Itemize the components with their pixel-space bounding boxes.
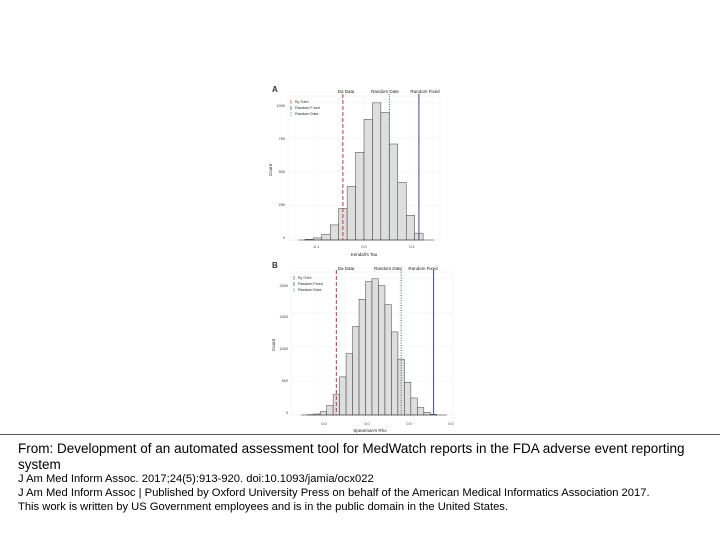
histogram-bar bbox=[398, 182, 406, 240]
caption-title: From: Development of an automated assessment tool for MedWatch reports in the FDA adverse event reporting system bbox=[18, 441, 685, 472]
y-axis-label: Count bbox=[271, 338, 276, 352]
panel-letter: A bbox=[272, 85, 278, 94]
caption-divider bbox=[0, 434, 720, 435]
line-label-random-date: Random Date bbox=[374, 266, 402, 271]
line-label-random-date: Random Date bbox=[371, 89, 399, 94]
histogram-bar bbox=[353, 326, 359, 415]
histogram-bar bbox=[320, 412, 326, 415]
histogram-bar bbox=[327, 405, 333, 415]
y-axis-label: Count bbox=[268, 163, 273, 177]
x-tick-label: 0.0 bbox=[361, 245, 367, 249]
legend-label-by-data: By Data bbox=[295, 100, 309, 104]
legend-label-random-date: Random Date bbox=[298, 288, 322, 292]
y-tick-label: 750 bbox=[278, 137, 285, 141]
histogram-bar bbox=[347, 187, 355, 240]
histogram-bar bbox=[340, 377, 346, 415]
histogram-bar bbox=[381, 112, 389, 240]
x-axis-label: Kendall's Tau bbox=[350, 252, 378, 257]
histogram-bar bbox=[356, 152, 364, 240]
histogram-bar bbox=[406, 215, 414, 240]
histogram-bar bbox=[359, 299, 365, 415]
line-label-random-fixed: Random Fixed bbox=[408, 266, 438, 271]
x-tick-label: 0.0 bbox=[448, 422, 454, 426]
caption-copyright-2: This work is written by US Government employees and is in the public domain in the United States. bbox=[18, 501, 508, 513]
histogram-bar bbox=[389, 144, 397, 240]
histogram-bar bbox=[372, 103, 380, 240]
histogram-bar bbox=[391, 332, 397, 415]
y-tick-label: 2000 bbox=[279, 284, 288, 288]
y-tick-label: 500 bbox=[278, 170, 285, 174]
histogram-bar bbox=[330, 225, 338, 240]
histogram-bar bbox=[313, 238, 321, 240]
histogram-bar bbox=[372, 279, 378, 415]
line-label-by-data: Da Data bbox=[337, 89, 355, 94]
x-tick-label: 0.1 bbox=[409, 245, 415, 249]
caption-citation: J Am Med Inform Assoc. 2017;24(5):913-920. doi:10.1093/jamia/ocx022 bbox=[18, 473, 374, 485]
line-label-random-fixed: Random Fixed bbox=[410, 89, 440, 94]
y-tick-label: 0 bbox=[285, 411, 288, 415]
histogram-bar bbox=[378, 286, 384, 415]
y-tick-label: 500 bbox=[281, 379, 288, 383]
legend-label-random-date: Random Date bbox=[295, 112, 319, 116]
histogram-bar bbox=[322, 235, 330, 240]
legend-label-random-fixed: Random Fixed bbox=[298, 282, 323, 286]
y-tick-label: 0 bbox=[282, 236, 285, 240]
y-tick-label: 1000 bbox=[279, 347, 288, 351]
line-label-by-data: Da Data bbox=[337, 266, 355, 271]
x-tick-label: -0.1 bbox=[312, 245, 320, 249]
panel-a bbox=[268, 85, 440, 257]
histogram-bar bbox=[404, 382, 410, 415]
x-tick-label: 0.0 bbox=[321, 422, 327, 426]
histogram-bar bbox=[346, 354, 352, 415]
y-tick-label: 1500 bbox=[279, 315, 288, 319]
panel-b bbox=[271, 261, 454, 433]
x-tick-label: 0.0 bbox=[406, 422, 412, 426]
histogram-bar bbox=[366, 282, 372, 415]
caption-copyright-1: J Am Med Inform Assoc | Published by Oxford University Press on behalf of the American Medical Informatics Association 2017. bbox=[18, 487, 650, 499]
histogram-bar bbox=[417, 408, 423, 415]
x-axis-label: Spearman's Rho bbox=[353, 428, 387, 433]
legend-label-by-data: By Data bbox=[298, 276, 312, 280]
panel-letter: B bbox=[272, 261, 278, 270]
histogram-bar bbox=[424, 412, 430, 415]
histogram-bar bbox=[364, 119, 372, 240]
figure-caption bbox=[18, 441, 708, 514]
x-tick-label: 0.0 bbox=[364, 422, 370, 426]
legend-label-random-fixed: Random Fixed bbox=[295, 106, 320, 110]
y-tick-label: 250 bbox=[278, 203, 285, 207]
histogram-bar bbox=[411, 398, 417, 415]
y-tick-label: 1000 bbox=[276, 104, 285, 108]
histogram-bar bbox=[385, 305, 391, 415]
